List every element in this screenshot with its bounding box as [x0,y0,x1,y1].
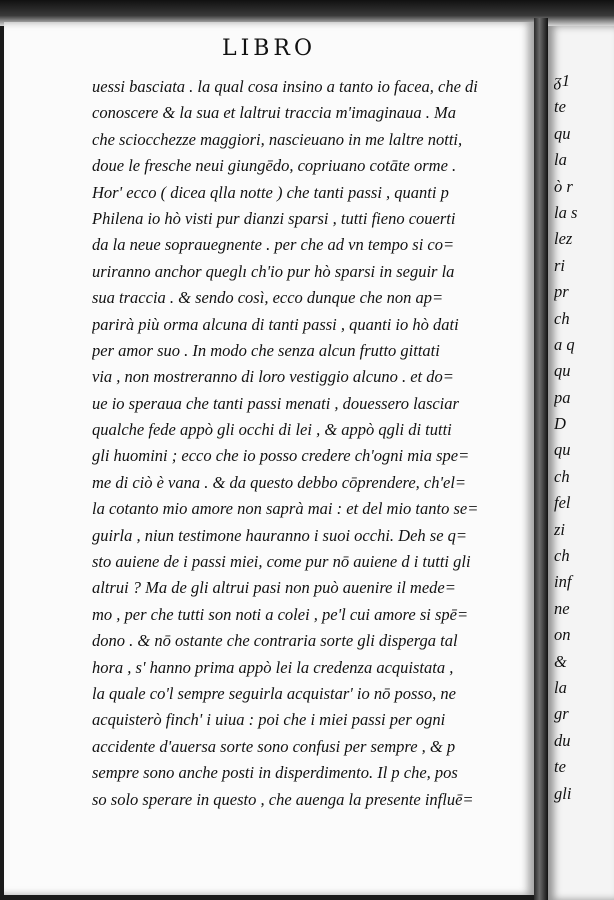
text-line: dono . & nō ostante che contraria sorte gli disperga tal [92,631,458,651]
right-text-fragment: ne [554,598,570,618]
text-line: ue io speraua che tanti passi menati , douessero lasciar [92,393,459,413]
right-text-fragment: on [554,625,571,645]
text-line: doue le fresche neui giungēdo, copriuano cotāte orme . [92,156,457,176]
text-line: che sciocchezze maggiori, nascieuano in me laltre notti, [92,129,463,149]
right-text-fragment: ò r [554,176,573,196]
right-text-fragment: qu [554,361,571,381]
right-text-fragment: du [554,730,571,750]
text-line: sua traccia . & sendo così, ecco dunque che non ap= [92,288,444,308]
text-line: Philena io hò visti pur dianzi sparsi , tutti fieno couerti [92,208,456,228]
right-text-fragment: zi [554,519,566,539]
text-line: da la neue soprauegnente . per che ad vn tempo si co= [92,235,455,255]
right-text-fragment: ch [554,546,570,566]
running-head: LIBRO [221,36,317,61]
book-gutter [534,18,548,900]
text-line: per amor suo . In modo che senza alcun frutto gittati [92,340,440,360]
right-text-fragment: te [554,757,566,777]
text-line: hora , s' hanno prima appò lei la credenza acquistata , [92,657,454,677]
text-line: sto auiene de i passi miei, come pur nō auiene d i tutti gli [92,552,471,572]
right-text-fragment: gr [554,704,569,724]
text-line: accidente d'auersa sorte sono confusi per sempre , & p [92,736,456,756]
right-text-fragment: lez [554,229,573,249]
right-page-text-fragments [554,68,614,807]
right-text-fragment: la [554,150,567,170]
text-line: conoscere & la sua et laltrui traccia m'imaginaua . Ma [92,103,457,123]
right-text-fragment: pr [554,282,569,302]
text-line: me di ciò è vana . & da questo debbo cōprendere, ch'el= [92,472,467,492]
text-line: la cotanto mio amore non saprà mai : et del mio tanto se= [92,499,479,519]
right-text-fragment: & [554,651,567,671]
text-line: Hor' ecco ( dicea qlla notte ) che tanti passi , quanti p [92,182,449,202]
text-line: altrui ? Ma de gli altrui pasi non può auenire il mede= [92,578,456,598]
right-text-fragment: la s [554,202,578,222]
right-text-fragment: fel [554,493,571,513]
right-text-fragment: gli [554,783,572,803]
right-text-fragment: qu [554,440,571,460]
main-text-block [92,74,522,813]
text-line: la quale co'l sempre seguirla acquistar' io nō posso, ne [92,683,456,703]
right-text-fragment: D [554,414,566,434]
text-line: qualche fede appò gli occhi di lei , & appò qgli di tutti [92,420,452,440]
text-line: acquisterò finch' i uiua : poi che i miei passi per ogni [92,710,446,730]
left-page [4,22,534,895]
right-text-fragment: ch [554,308,570,328]
right-text-fragment: inf [554,572,572,592]
right-text-fragment: qu [554,123,571,143]
text-line: parirà più orma alcuna di tanti passi , quanti io hò dati [92,314,459,334]
text-line: gli huomini ; ecco che io posso credere ch'ogni mia spe= [92,446,470,466]
right-text-fragment: te [554,97,566,117]
right-text-fragment: ri [554,255,566,275]
text-line: uriranno anchor queglı ch'io pur hò sparsi in seguir la [92,261,455,281]
right-page [548,26,614,900]
text-line: sempre sono anche posti in disperdimento. Il p che, pos [92,763,458,783]
right-text-fragment: la [554,677,567,697]
text-line: guirla , niun testimone hauranno i suoi occhi. Deh se q= [92,525,468,545]
right-text-fragment: pa [554,387,571,407]
text-line: so solo sperare in questo , che auenga la presente influē= [92,789,474,809]
text-line: mo , per che tutti son noti a colei , pe'l cui amore si spē= [92,604,469,624]
text-line: uessi basciata . la qual cosa insino a tanto io facea, che di [92,77,478,96]
text-line: via , non mostreranno di loro vestiggio alcuno . et do= [92,367,454,387]
right-text-fragment: ᵹ1 [554,71,571,90]
right-text-fragment: a q [554,334,575,354]
right-text-fragment: ch [554,466,570,486]
